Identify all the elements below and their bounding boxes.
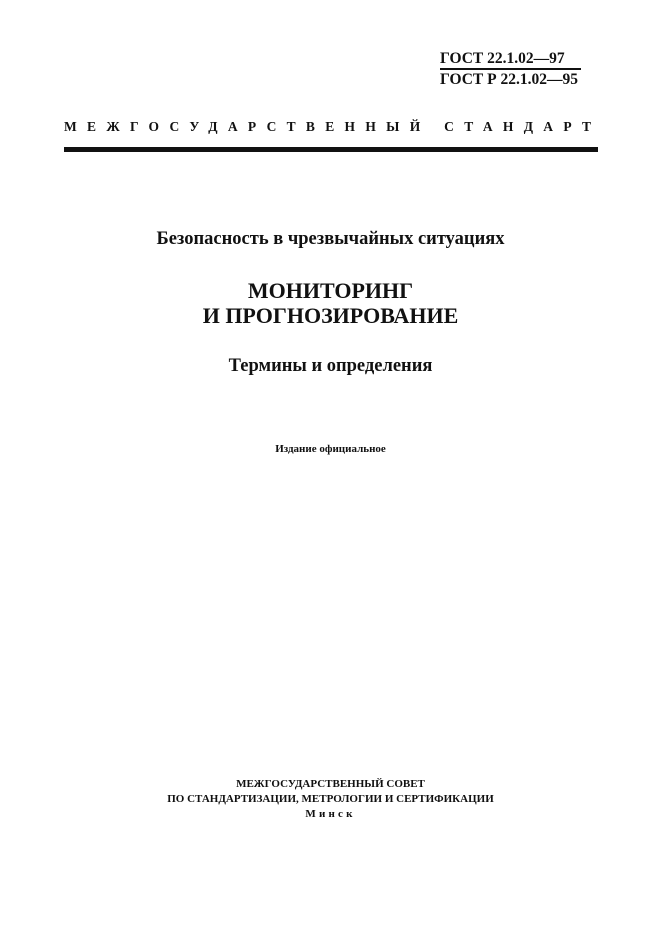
gost-code: ГОСТ 22.1.02—97 bbox=[440, 50, 565, 67]
series-title: Безопасность в чрезвычайных ситуациях bbox=[156, 229, 505, 249]
document-subtitle: Термины и определения bbox=[228, 356, 433, 376]
main-title-line-2: И ПРОГНОЗИРОВАНИЕ bbox=[202, 303, 459, 328]
main-title bbox=[0, 278, 661, 328]
header-rule bbox=[64, 147, 598, 152]
edition-note: Издание официальное bbox=[275, 443, 386, 455]
publisher-line-2: ПО СТАНДАРТИЗАЦИИ, МЕТРОЛОГИИ И СЕРТИФИКАЦИИ bbox=[167, 793, 494, 805]
standard-codes bbox=[440, 50, 600, 88]
publisher-city: Минск bbox=[305, 808, 356, 820]
standard-type-heading: МЕЖГОСУДАРСТВЕННЫЙ СТАНДАРТ bbox=[64, 119, 602, 134]
publisher-block bbox=[0, 777, 661, 822]
code-divider bbox=[440, 68, 581, 70]
gost-r-code: ГОСТ Р 22.1.02—95 bbox=[440, 70, 578, 88]
publisher-line-1: МЕЖГОСУДАРСТВЕННЫЙ СОВЕТ bbox=[236, 778, 425, 790]
main-title-line-1: МОНИТОРИНГ bbox=[247, 278, 414, 303]
